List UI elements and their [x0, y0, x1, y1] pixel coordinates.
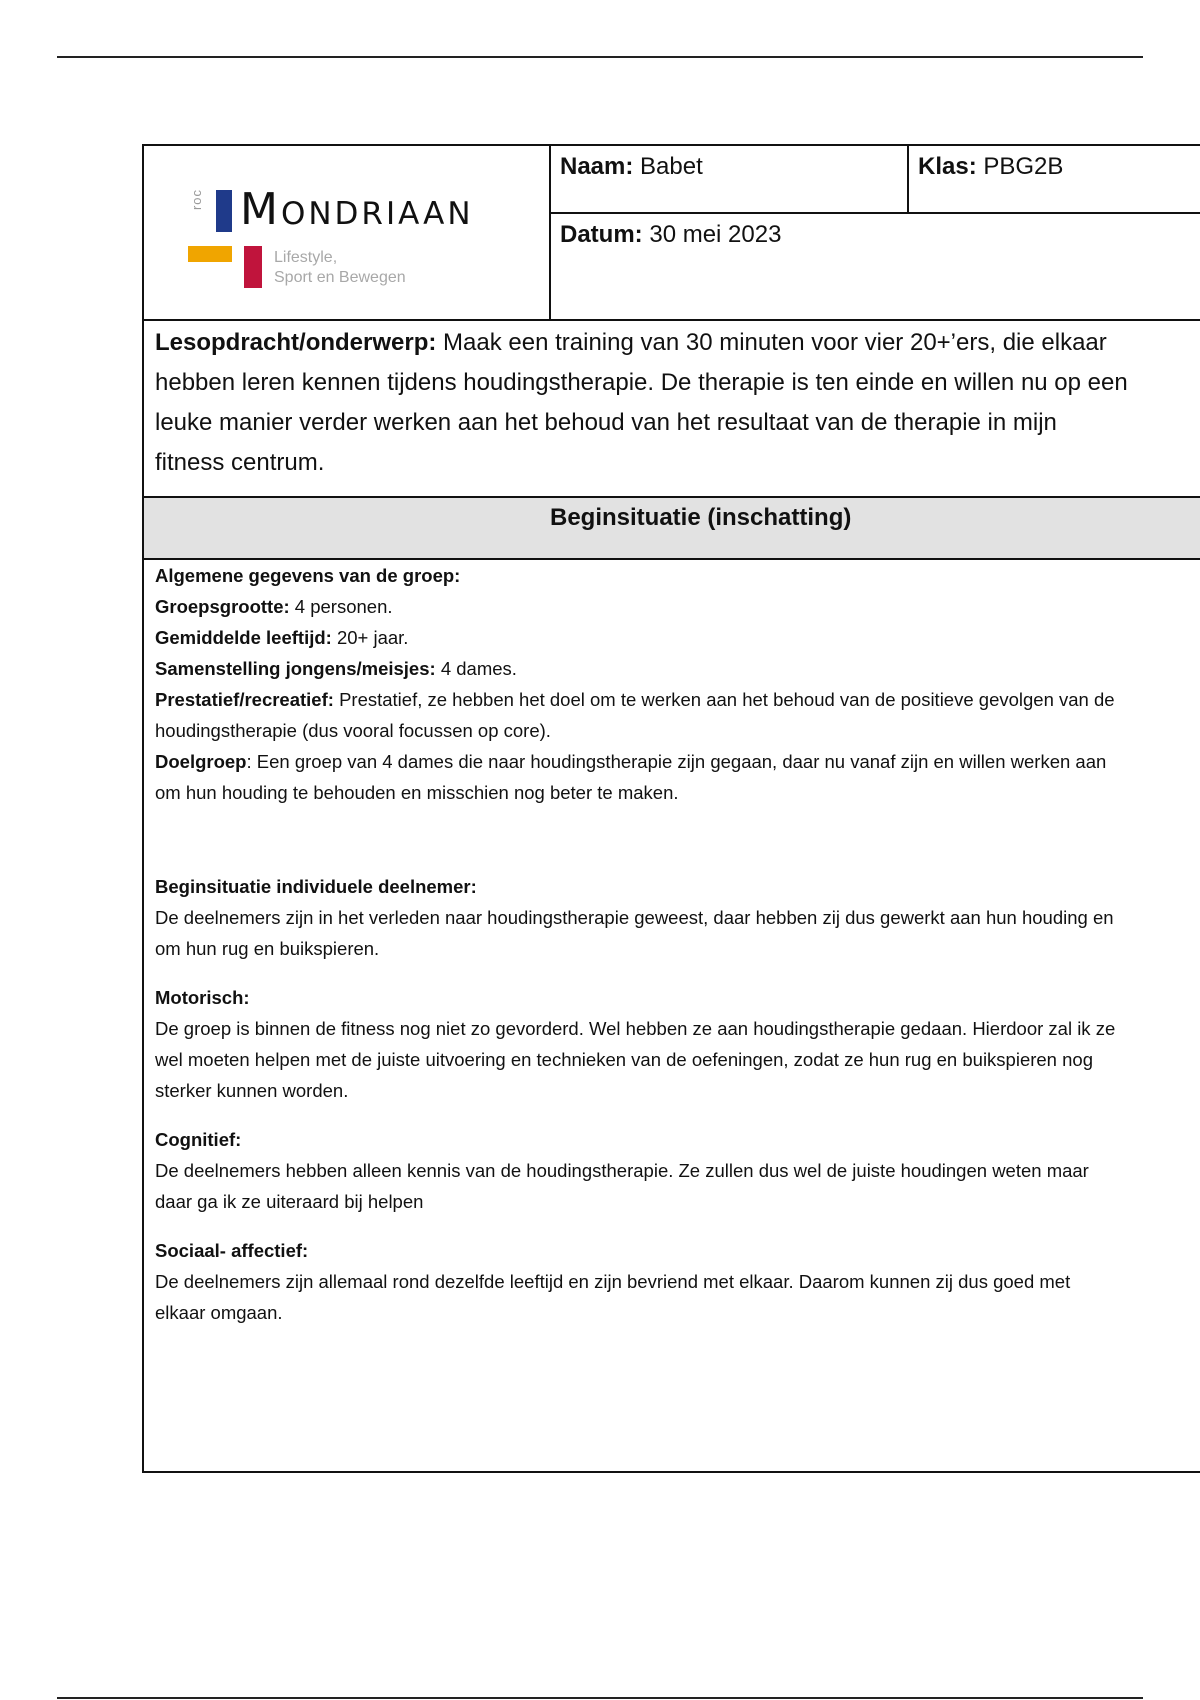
- lesopdracht-text-4: fitness centrum.: [155, 449, 325, 476]
- algemeen-heading: Algemene gegevens van de groep:: [155, 565, 461, 586]
- section-header: [144, 498, 1200, 560]
- naam-label: Naam:: [560, 153, 634, 180]
- spacer: [155, 964, 1189, 982]
- cognitief-heading: Cognitief:: [155, 1129, 242, 1150]
- prestatief-line: [155, 684, 1189, 715]
- prestatief-text-2: houdingstherapie (dus vooral focussen op core).: [155, 720, 551, 741]
- motorisch-text-3: sterker kunnen worden.: [155, 1080, 349, 1101]
- groepsgrootte-line: [155, 591, 1189, 622]
- naam-value: Babet: [640, 153, 703, 180]
- logo-tagline: [274, 248, 406, 288]
- logo-blue-block: [216, 190, 232, 232]
- lesopdracht-section: [144, 321, 1200, 498]
- doelgroep-line: [155, 746, 1189, 777]
- page-footer-rule: [57, 1697, 1143, 1699]
- doelgroep-text-1: : Een groep van 4 dames die naar houdingstherapie zijn gegaan, daar nu vanaf zijn en willen werken aan: [246, 751, 1107, 772]
- spacer: [155, 1106, 1189, 1124]
- klas-field: [909, 146, 1200, 214]
- samenstelling-value: 4 dames.: [440, 658, 517, 679]
- lesopdracht-text-2: hebben leren kennen tijdens houdingstherapie. De therapie is ten einde en willen nu op een: [155, 369, 1128, 396]
- leeftijd-line: [155, 622, 1189, 653]
- groepsgrootte-label: Groepsgrootte:: [155, 596, 290, 617]
- lesopdracht-text-3: leuke manier verder werken aan het behoud van het resultaat van de therapie in mijn: [155, 409, 1057, 436]
- lesson-form: [142, 144, 1200, 1473]
- leeftijd-label: Gemiddelde leeftijd:: [155, 627, 332, 648]
- beginsituatie-body: [144, 560, 1200, 1473]
- logo-cell: [144, 146, 551, 319]
- cognitief-text-1: De deelnemers hebben alleen kennis van de houdingstherapie. Ze zullen dus wel de juiste houdingen weten maar: [155, 1160, 1089, 1181]
- individueel-text-2: om hun rug en buikspieren.: [155, 938, 380, 959]
- individueel-heading: Beginsituatie individuele deelnemer:: [155, 876, 477, 897]
- doelgroep-label: Doelgroep: [155, 751, 247, 772]
- spacer: [155, 808, 1189, 871]
- lesopdracht-label: Lesopdracht/onderwerp:: [155, 329, 437, 356]
- prestatief-label: Prestatief/recreatief:: [155, 689, 334, 710]
- datum-value: 30 mei 2023: [649, 221, 782, 248]
- lesopdracht-text-1: Maak een training van 30 minuten voor vier 20+’ers, die elkaar: [443, 329, 1107, 356]
- mondriaan-logo: [188, 166, 474, 286]
- motorisch-text-2: wel moeten helpen met de juiste uitvoering en technieken van de oefeningen, zodat ze hun rug en buikspieren nog: [155, 1049, 1093, 1070]
- naam-field: [551, 146, 909, 214]
- spacer: [155, 1217, 1189, 1235]
- logo-roc-text: roc: [189, 188, 205, 211]
- logo-tagline-line-2: Sport en Bewegen: [274, 269, 406, 286]
- datum-field: [551, 214, 1200, 319]
- samenstelling-label: Samenstelling jongens/meisjes:: [155, 658, 436, 679]
- logo-yellow-block: [188, 246, 232, 262]
- individueel-text-1: De deelnemers zijn in het verleden naar houdingstherapie geweest, daar hebben zij dus gewerkt aan hun houding en: [155, 907, 1114, 928]
- logo-tagline-line-1: Lifestyle,: [274, 249, 338, 266]
- datum-label: Datum:: [560, 221, 643, 248]
- motorisch-heading: Motorisch:: [155, 987, 250, 1008]
- motorisch-text-1: De groep is binnen de fitness nog niet zo gevorderd. Wel hebben ze aan houdingstherapie gedaan. Hierdoor zal ik ze: [155, 1018, 1116, 1039]
- sociaal-text-1: De deelnemers zijn allemaal rond dezelfde leeftijd en zijn bevriend met elkaar. Daarom kunnen zij dus goed met: [155, 1271, 1071, 1292]
- klas-value: PBG2B: [983, 153, 1064, 180]
- page-header-rule: [57, 56, 1143, 58]
- cognitief-text-2: daar ga ik ze uiteraard bij helpen: [155, 1191, 424, 1212]
- prestatief-text-1: Prestatief, ze hebben het doel om te werken aan het behoud van de positieve gevolgen van de: [339, 689, 1115, 710]
- logo-red-block: [244, 246, 262, 288]
- leeftijd-value: 20+ jaar.: [336, 627, 409, 648]
- lesopdracht-line: [155, 323, 1189, 363]
- klas-label: Klas:: [918, 153, 977, 180]
- doelgroep-text-2: om hun houding te behouden en misschien nog beter te maken.: [155, 782, 679, 803]
- logo-wordmark: Mondriaan: [240, 184, 474, 235]
- form-header: [144, 146, 1200, 321]
- sociaal-heading: Sociaal- affectief:: [155, 1240, 309, 1261]
- groepsgrootte-value: 4 personen.: [294, 596, 393, 617]
- samenstelling-line: [155, 653, 1189, 684]
- sociaal-text-2: elkaar omgaan.: [155, 1302, 283, 1323]
- section-title: Beginsituatie (inschatting): [550, 504, 852, 531]
